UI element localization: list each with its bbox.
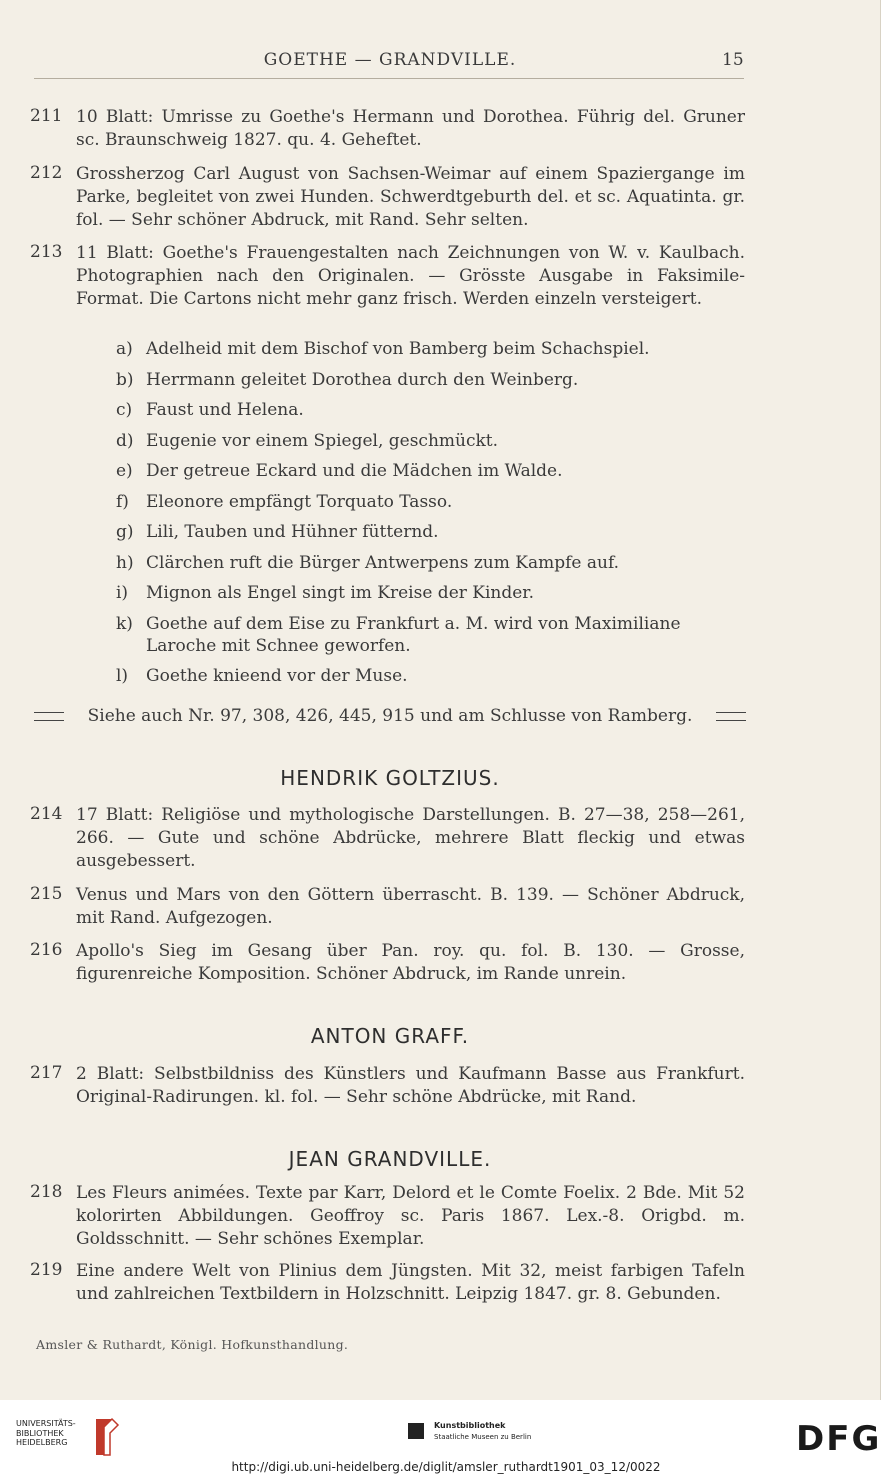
list-item: l) Goethe knieend vor der Muse. (116, 666, 408, 686)
list-item: h) Clärchen ruft die Bürger Antwerpens zum Kampfe auf. (116, 552, 620, 573)
catalog-entry-214 (30, 804, 745, 873)
entry-number: 216 (30, 940, 63, 960)
entry-text: Eine andere Welt von Plinius dem Jüngsten. Mit 32, meist farbigen Tafeln und zahlreichen Textbildern in Holzschnitt. Leipzig 1847. gr. 8. Gebunden. (76, 1261, 745, 1304)
digitization-bar (0, 1405, 892, 1473)
university-library-logo[interactable] (16, 1415, 116, 1457)
catalog-entry-217 (30, 1063, 745, 1109)
page-number: 15 (722, 50, 744, 70)
entry-text: 2 Blatt: Selbstbildniss des Künstlers und Kaufmann Basse aus Frankfurt. Original-Radirungen. kl. fol. — Sehr schöne Abdrücke, mit Rand. (76, 1064, 745, 1107)
running-head (0, 50, 880, 74)
sub-list (112, 338, 752, 696)
entry-number: 212 (30, 163, 63, 183)
double-rule-left (34, 712, 64, 721)
list-item: f) Eleonore empfängt Torquato Tasso. (116, 491, 453, 512)
entry-text: 17 Blatt: Religiöse und mythologische Darstellungen. B. 27—38, 258—261, 266. — Gute und schöne Abdrücke, mehrere Blatt fleckig und etwas ausgebessert. (76, 805, 745, 871)
header-rule (34, 78, 744, 79)
list-item: i) Mignon als Engel singt im Kreise der Kinder. (116, 583, 534, 603)
kunstbibliothek-title: Kunstbibliothek (434, 1421, 506, 1430)
catalog-entry-211 (30, 106, 745, 152)
double-rule-right (716, 712, 746, 721)
list-item: c) Faust und Helena. (116, 400, 304, 420)
entry-text: 10 Blatt: Umrisse zu Goethe's Hermann und Dorothea. Führig del. Gruner sc. Braunschweig 1827. qu. 4. Geheftet. (76, 107, 745, 150)
catalog-entry-219 (30, 1260, 745, 1306)
entry-number: 214 (30, 804, 63, 824)
entry-text: Les Fleurs animées. Texte par Karr, Delord et le Comte Foelix. 2 Bde. Mit 52 kolorirten Abbildungen. Geoffroy sc. Paris 1867. Lex.-8. Origbd. m. Goldsschnitt. — Sehr schönes Exemplar. (76, 1183, 745, 1249)
library-name: UNIVERSITÄTS- BIBLIOTHEK HEIDELBERG (16, 1419, 76, 1447)
entry-text: Venus und Mars von den Göttern überrascht. B. 139. — Schöner Abdruck, mit Rand. Aufgezogen. (76, 885, 745, 928)
list-item: b) Herrmann geleitet Dorothea durch den Weinberg. (116, 369, 579, 390)
catalog-entry-212 (30, 163, 745, 232)
section-heading-graff: ANTON GRAFF. (310, 1024, 470, 1048)
entry-number: 215 (30, 884, 63, 904)
entry-number: 219 (30, 1260, 63, 1280)
running-title: GOETHE — GRANDVILLE. (263, 50, 517, 70)
publisher-footer: Amsler & Ruthardt, Königl. Hofkunsthandlung. (36, 1337, 349, 1352)
entry-text: Grossherzog Carl August von Sachsen-Weimar auf einem Spaziergange im Parke, begleitet von zwei Hunden. Schwerdtgeburth del. et sc. Aquatinta. gr. fol. — Sehr schöner Abdruck, mit Rand. Sehr selten. (76, 164, 745, 230)
library-emblem-icon (82, 1415, 122, 1457)
section-heading-grandville: JEAN GRANDVILLE. (288, 1147, 492, 1171)
catalog-entry-215 (30, 884, 745, 930)
catalog-entry-216 (30, 940, 745, 986)
kunstbibliothek-mark-icon (408, 1423, 424, 1439)
list-item: k) Goethe auf dem Eise zu Frankfurt a. M. wird von Maximiliane Laroche mit Schnee geworfen. (116, 613, 681, 656)
see-also-text: Siehe auch Nr. 97, 308, 426, 445, 915 und am Schlusse von Ramberg. (87, 706, 693, 726)
catalog-entry-213 (30, 242, 745, 311)
entry-text: Apollo's Sieg im Gesang über Pan. roy. qu. fol. B. 130. — Grosse, figurenreiche Komposition. Schöner Abdruck, im Rande unrein. (76, 941, 745, 984)
list-item: e) Der getreue Eckard und die Mädchen im Walde. (116, 461, 563, 481)
catalog-entry-218 (30, 1182, 745, 1251)
kunstbibliothek-logo[interactable] (408, 1417, 568, 1451)
list-item: d) Eugenie vor einem Spiegel, geschmückt. (116, 430, 499, 451)
entry-number: 213 (30, 242, 63, 262)
entry-number: 211 (30, 106, 63, 126)
dfg-logo[interactable]: DFG (796, 1419, 882, 1459)
entry-number: 218 (30, 1182, 63, 1202)
entry-text: 11 Blatt: Goethe's Frauengestalten nach Zeichnungen von W. v. Kaulbach. Photographien nach den Originalen. — Grösste Ausgabe in Faksimile-Format. Die Cartons nicht mehr ganz frisch. Werden einzeln versteigert. (76, 243, 745, 309)
list-item: a) Adelheid mit dem Bischof von Bamberg beim Schachspiel. (116, 339, 650, 359)
permalink-url[interactable]: http://digi.ub.uni-heidelberg.de/diglit/amsler_ruthardt1901_03_12/0022 (231, 1460, 661, 1474)
kunstbibliothek-subtitle: Staatliche Museen zu Berlin (434, 1433, 532, 1441)
section-heading-goltzius: HENDRIK GOLTZIUS. (280, 766, 500, 790)
entry-number: 217 (30, 1063, 63, 1083)
list-item: g) Lili, Tauben und Hühner fütternd. (116, 522, 439, 542)
see-also-line (34, 706, 746, 726)
